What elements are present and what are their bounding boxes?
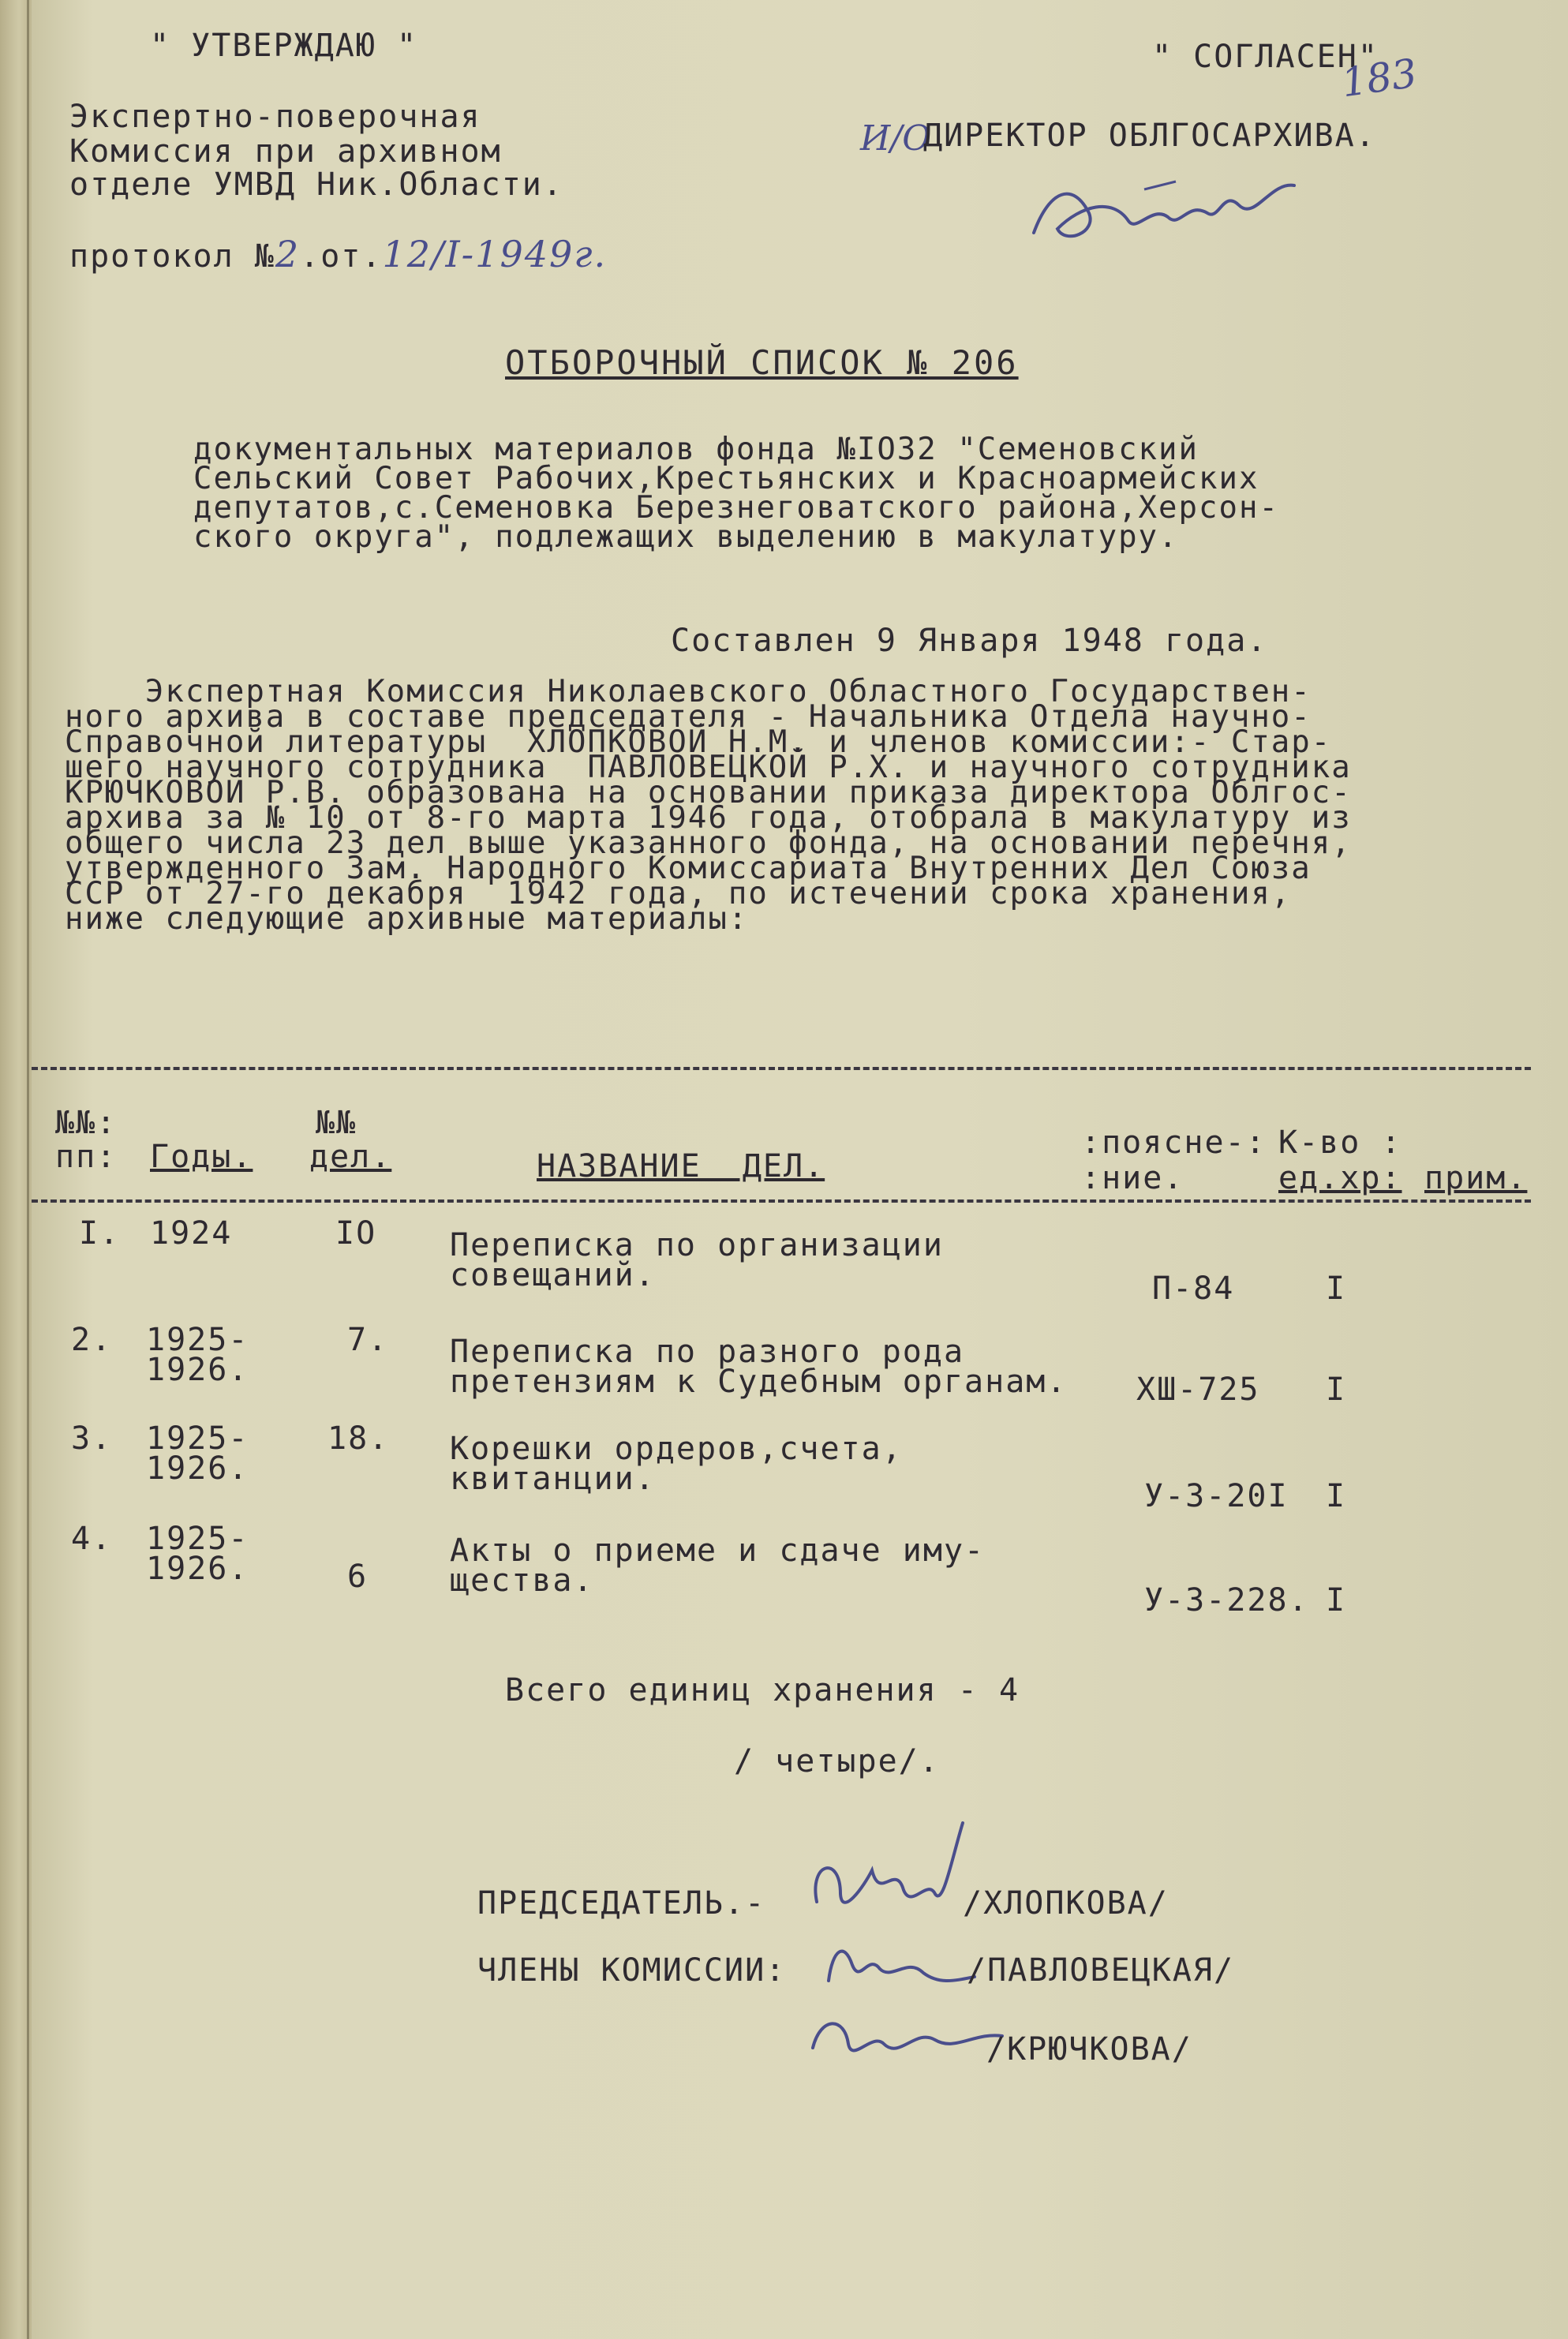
total-words: / четыре/. bbox=[734, 1743, 940, 1780]
row-years-end: 1926. bbox=[146, 1551, 249, 1587]
header-cases-1: №№ bbox=[316, 1105, 357, 1141]
row-explanation: ХШ-725 bbox=[1136, 1372, 1260, 1408]
row-cases: 7. bbox=[347, 1322, 389, 1358]
approve-line-3: отделе УМВД Ник.Области. bbox=[69, 167, 563, 203]
row-count: I bbox=[1326, 1582, 1347, 1619]
protocol-number: 2 bbox=[275, 233, 301, 275]
row-num: 2. bbox=[71, 1322, 113, 1358]
document-page bbox=[32, 0, 1568, 2339]
header-note: прим. bbox=[1424, 1160, 1528, 1196]
agree-title: " СОГЛАСЕН" bbox=[1152, 39, 1379, 75]
header-count-2: ед.хр: bbox=[1278, 1160, 1402, 1196]
director-signature bbox=[1018, 158, 1318, 260]
row-cases: IO bbox=[335, 1215, 377, 1252]
chair-signature bbox=[793, 1815, 982, 1941]
protocol-mid: .от. bbox=[300, 238, 383, 275]
row-cases: 6 bbox=[347, 1559, 369, 1595]
member1-name: /ПАВЛОВЕЦКАЯ/ bbox=[967, 1952, 1235, 1989]
agree-prefix: И/О bbox=[860, 118, 931, 159]
member2-signature bbox=[805, 2000, 1010, 2071]
body-line: Справочной литературы ХЛОПКОВОЙ Н.М. и членов комиссии:- Стар- bbox=[65, 724, 1332, 760]
agree-role: ДИРЕКТОР ОБЛГОСАРХИВА. bbox=[923, 118, 1376, 154]
subtitle-line-2: Сельский Совет Рабочих,Крестьянских и Красноармейских bbox=[193, 461, 1259, 496]
member2-name: /КРЮЧКОВА/ bbox=[986, 2031, 1192, 2068]
row-count: I bbox=[1326, 1478, 1347, 1514]
approve-title: " УТВЕРЖДАЮ " bbox=[150, 28, 418, 64]
row-num: I. bbox=[79, 1215, 121, 1252]
subtitle-line-4: ского округа", подлежащих выделению в макулатуру. bbox=[193, 519, 1179, 555]
header-title: НАЗВАНИЕ ДЕЛ. bbox=[537, 1148, 825, 1184]
body-line: ССР от 27-го декабря 1942 года, по истечении срока хранения, bbox=[65, 876, 1292, 911]
row-years-end: 1926. bbox=[146, 1352, 249, 1388]
body-line: утвержденного Зам. Народного Комиссариата Внутренних Дел Союза bbox=[65, 851, 1312, 886]
row-title-1: Переписка по организации bbox=[450, 1227, 944, 1263]
body-line: ного архива в составе председателя - Начальника Отдела научно- bbox=[65, 699, 1312, 735]
body-line: Экспертная Комиссия Николаевского Областного Государствен- bbox=[65, 674, 1312, 709]
table-top-rule bbox=[32, 1067, 1531, 1070]
chair-label: ПРЕДСЕДАТЕЛЬ.- bbox=[477, 1885, 766, 1922]
header-count-1: К-во : bbox=[1278, 1125, 1402, 1161]
protocol-line bbox=[69, 233, 608, 275]
subtitle-line-3: депутатов,с.Семеновка Березнеговатского района,Херсон- bbox=[193, 490, 1279, 526]
table-header-rule bbox=[32, 1199, 1531, 1203]
row-explanation: У-3-20I bbox=[1144, 1478, 1289, 1514]
row-explanation: У-3-228. bbox=[1144, 1582, 1309, 1619]
sheet-number: 183 bbox=[1338, 50, 1420, 107]
row-title-1: Переписка по разного рода bbox=[450, 1334, 965, 1370]
row-years: 1925- bbox=[146, 1322, 249, 1358]
members-label: ЧЛЕНЫ КОМИССИИ: bbox=[477, 1952, 787, 1989]
document-title: ОТБОРОЧНЫЙ СПИСОК № 206 bbox=[505, 343, 1019, 382]
row-count: I bbox=[1326, 1372, 1347, 1408]
approve-line-1: Экспертно-поверочная bbox=[69, 99, 481, 135]
row-cases: 18. bbox=[327, 1420, 390, 1457]
body-line: шего научного сотрудника ПАВЛОВЕЦКОЙ Р.Х. и научного сотрудника bbox=[65, 750, 1352, 785]
total-units: Всего единиц хранения - 4 bbox=[505, 1672, 1020, 1708]
header-explanation-1: :поясне-: bbox=[1081, 1125, 1267, 1161]
chair-name: /ХЛОПКОВА/ bbox=[963, 1885, 1169, 1922]
body-line: КРЮЧКОВОЙ Р.В. образована на основании приказа директора Облгос- bbox=[65, 775, 1352, 810]
header-num-2: пп: bbox=[55, 1139, 118, 1175]
header-num-1: №№: bbox=[55, 1105, 118, 1141]
binding-spine bbox=[0, 0, 32, 2339]
approve-line-2: Комиссия при архивном bbox=[69, 133, 502, 170]
row-count: I bbox=[1326, 1271, 1347, 1307]
header-years: Годы. bbox=[150, 1139, 253, 1175]
body-line: ниже следующие архивные материалы: bbox=[65, 901, 749, 937]
row-title-2: щества. bbox=[450, 1562, 594, 1599]
row-title-2: совещаний. bbox=[450, 1257, 656, 1293]
compiled-date: Составлен 9 Января 1948 года. bbox=[671, 623, 1268, 659]
row-years: 1925- bbox=[146, 1420, 249, 1457]
row-years: 1925- bbox=[146, 1521, 249, 1557]
protocol-date: 12/I-1949г. bbox=[382, 233, 608, 275]
row-num: 3. bbox=[71, 1420, 113, 1457]
protocol-label: протокол № bbox=[69, 238, 275, 275]
row-title-1: Корешки ордеров,счета, bbox=[450, 1431, 903, 1467]
row-num: 4. bbox=[71, 1521, 113, 1557]
member1-signature bbox=[821, 1925, 979, 1997]
subtitle-line-1: документальных материалов фонда №IO32 "Семеновский bbox=[193, 432, 1199, 467]
header-cases-2: дел. bbox=[309, 1139, 392, 1175]
row-years-end: 1926. bbox=[146, 1450, 249, 1487]
body-line: архива за № 10 от 8-го марта 1946 года, отобрала в макулатуру из bbox=[65, 800, 1352, 836]
row-title-2: квитанции. bbox=[450, 1461, 656, 1497]
header-explanation-2: :ние. bbox=[1081, 1160, 1184, 1196]
row-title-1: Акты о приеме и сдаче иму- bbox=[450, 1533, 986, 1569]
row-years: 1924 bbox=[150, 1215, 233, 1252]
row-title-2: претензиям к Судебным органам. bbox=[450, 1364, 1068, 1400]
row-explanation: П-84 bbox=[1152, 1271, 1235, 1307]
body-line: общего числа 23 дел выше указанного фонда, на основании перечня, bbox=[65, 825, 1352, 861]
binding-fold bbox=[27, 0, 29, 2339]
